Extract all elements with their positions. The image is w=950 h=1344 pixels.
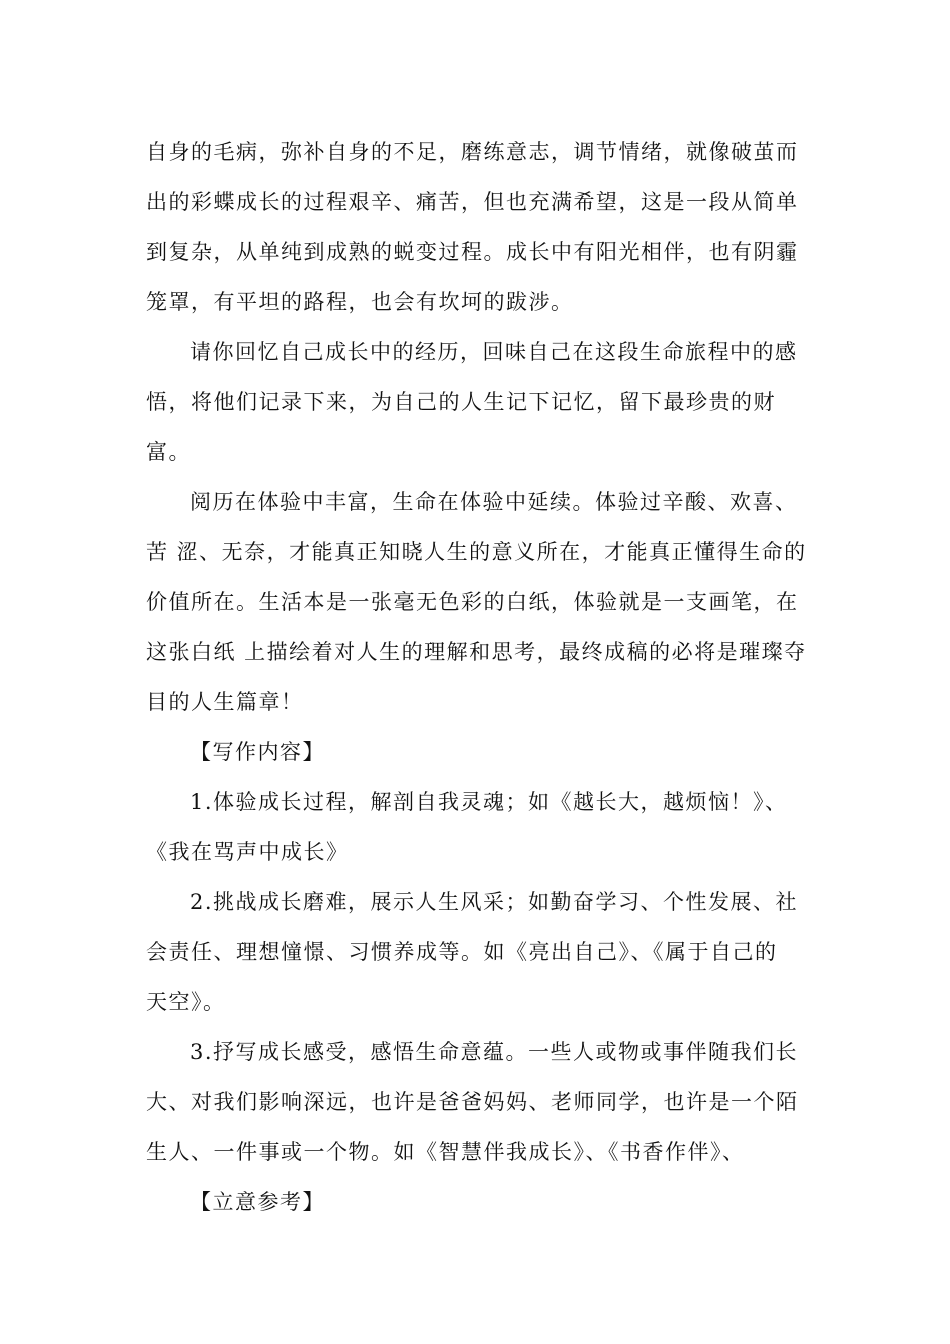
document-body <box>146 127 806 1227</box>
text-line: 阅历在体验中丰富，生命在体验中延续。体验过辛酸、欢喜、 <box>190 490 798 514</box>
text-line: 天空》。 <box>146 990 226 1014</box>
text-line: 3.抒写成长感受，感悟生命意蕴。一些人或物或事伴随我们长 <box>190 1040 799 1064</box>
text-line: 出的彩蝶成长的过程艰辛、痛苦，但也充满希望，这是一段从简单 <box>146 190 799 214</box>
text-line: 生人、一件事或一个物。如《智慧伴我成长》、《书香作伴》、 <box>146 1140 745 1164</box>
text-line: 请你回忆自己成长中的经历，回味自己在这段生命旅程中的感 <box>190 340 798 364</box>
text-line: 富。 <box>146 440 191 464</box>
paragraph-growth-process <box>146 127 806 327</box>
text-line: 1.体验成长过程，解剖自我灵魂；如《越长大，越烦恼！》、 <box>190 790 788 814</box>
text-line: 目的人生篇章！ <box>146 690 304 714</box>
paragraph-experience-enriches <box>146 477 806 727</box>
text-line: 2.挑战成长磨难，展示人生风采；如勤奋学习、个性发展、社 <box>190 890 799 914</box>
text-line: 到复杂，从单纯到成熟的蜕变过程。成长中有阳光相伴，也有阴霾 <box>146 240 799 264</box>
paragraph-recall-experience <box>146 327 806 477</box>
list-item <box>146 1027 806 1177</box>
text-line: 苦 涩、无奈，才能真正知晓人生的意义所在，才能真正懂得生命的 <box>146 540 807 564</box>
section-heading-writing-content: 【写作内容】 <box>190 740 325 764</box>
text-line: 悟，将他们记录下来，为自己的人生记下记忆，留下最珍贵的财 <box>146 390 776 414</box>
text-line: 《我在骂声中成长》 <box>146 840 349 864</box>
text-line: 这张白纸 上描绘着对人生的理解和思考，最终成稿的必将是璀璨夺 <box>146 640 807 664</box>
list-item <box>146 877 806 1027</box>
text-line: 价值所在。生活本是一张毫无色彩的白纸，体验就是一支画笔，在 <box>146 590 799 614</box>
list-item <box>146 777 806 877</box>
section-heading-idea-reference: 【立意参考】 <box>190 1190 325 1214</box>
text-line: 大、对我们影响深远，也许是爸爸妈妈、老师同学，也许是一个陌 <box>146 1090 799 1114</box>
text-line: 自身的毛病，弥补自身的不足，磨练意志，调节情绪，就像破茧而 <box>146 140 799 164</box>
text-line: 会责任、理想憧憬、习惯养成等。如《亮出自己》、《属于自己的 <box>146 940 778 964</box>
text-line: 笼罩，有平坦的路程，也会有坎坷的跋涉。 <box>146 290 574 314</box>
